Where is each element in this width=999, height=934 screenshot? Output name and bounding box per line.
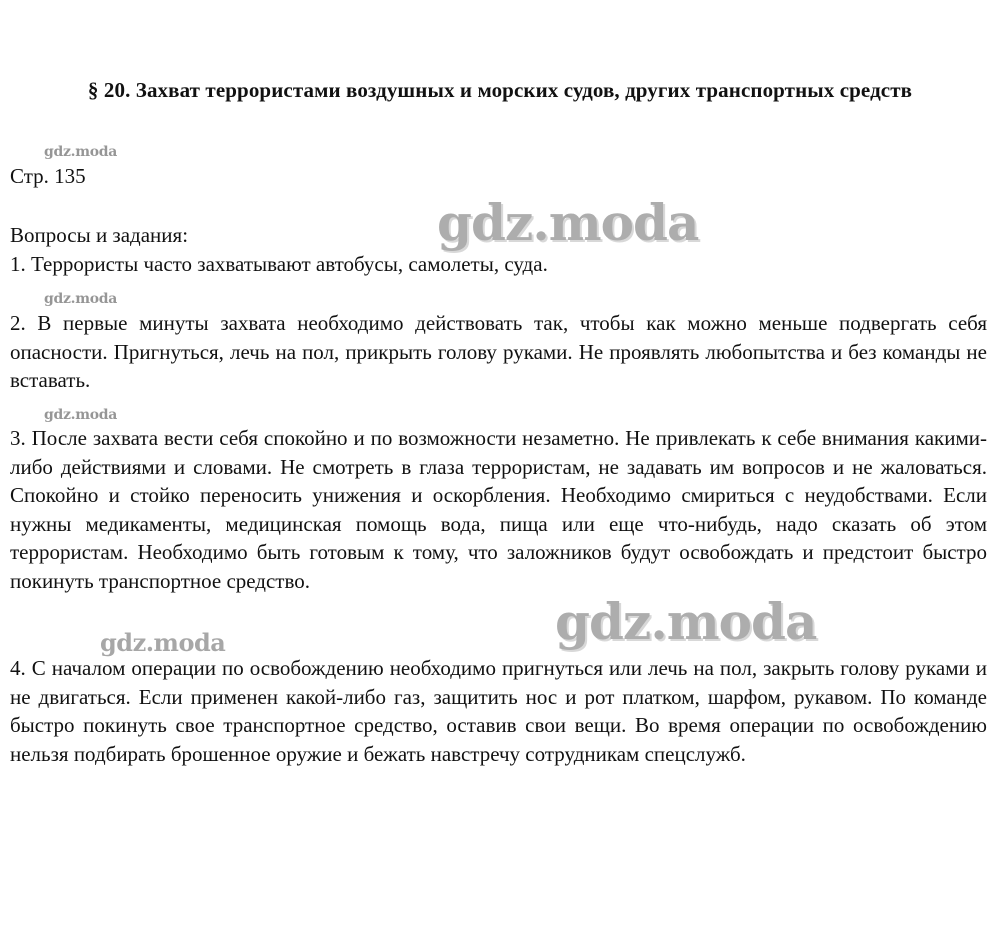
watermark-logo: gdz.moda (100, 628, 226, 657)
watermark-logo: gdz.moda (44, 144, 118, 160)
watermark-logo: gdz.moda (44, 407, 118, 423)
section-heading: Вопросы и задания: (10, 223, 189, 247)
watermark-logo: gdz.moda (555, 592, 817, 651)
answer-4: 4. С началом операции по освобождению необходимо пригнуться или лечь на пол, закрыть голову руками и не двигаться. Если применен какой-либо газ, защитить нос и рот платком, шарфом, рукавом. По команде быстро покинуть свое транспортное средство, оставив свои вещи. Во время операции по освобождению нельзя подбирать брошенное оружие и бежать навстречу сотрудникам спецслужб. (10, 656, 987, 766)
answer-1: 1. Террористы часто захватывают автобусы, самолеты, суда. (10, 252, 548, 276)
answer-3: 3. После захвата вести себя спокойно и по возможности незаметно. Не привлекать к себе внимания какими-либо действиями и словами. Не смотреть в глаза террористам, не задавать им вопросов и не жаловаться. Спокойно и стойко переносить унижения и оскорбления. Необходимо смириться с неудобствами. Если нужны медикаменты, медицинская помощь вода, пища или еще что-нибудь, надо сказать об этом террористам. Необходимо быть готовым к тому, что заложников будут освобождать и предстоит быстро покинуть транспортное средство. (10, 426, 987, 593)
watermark-logo: gdz.moda (44, 291, 118, 307)
answer-2: 2. В первые минуты захвата необходимо действовать так, чтобы как можно меньше подвергать себя опасности. Пригнуться, лечь на пол, прикрыть голову руками. Не проявлять любопытства и без команды не вставать. (10, 311, 987, 392)
page-reference: Стр. 135 (10, 164, 86, 188)
watermark-logo: gdz.moda (437, 193, 699, 252)
page-title: § 20. Захват террористами воздушных и морских судов, других транспортных средств (87, 78, 913, 102)
